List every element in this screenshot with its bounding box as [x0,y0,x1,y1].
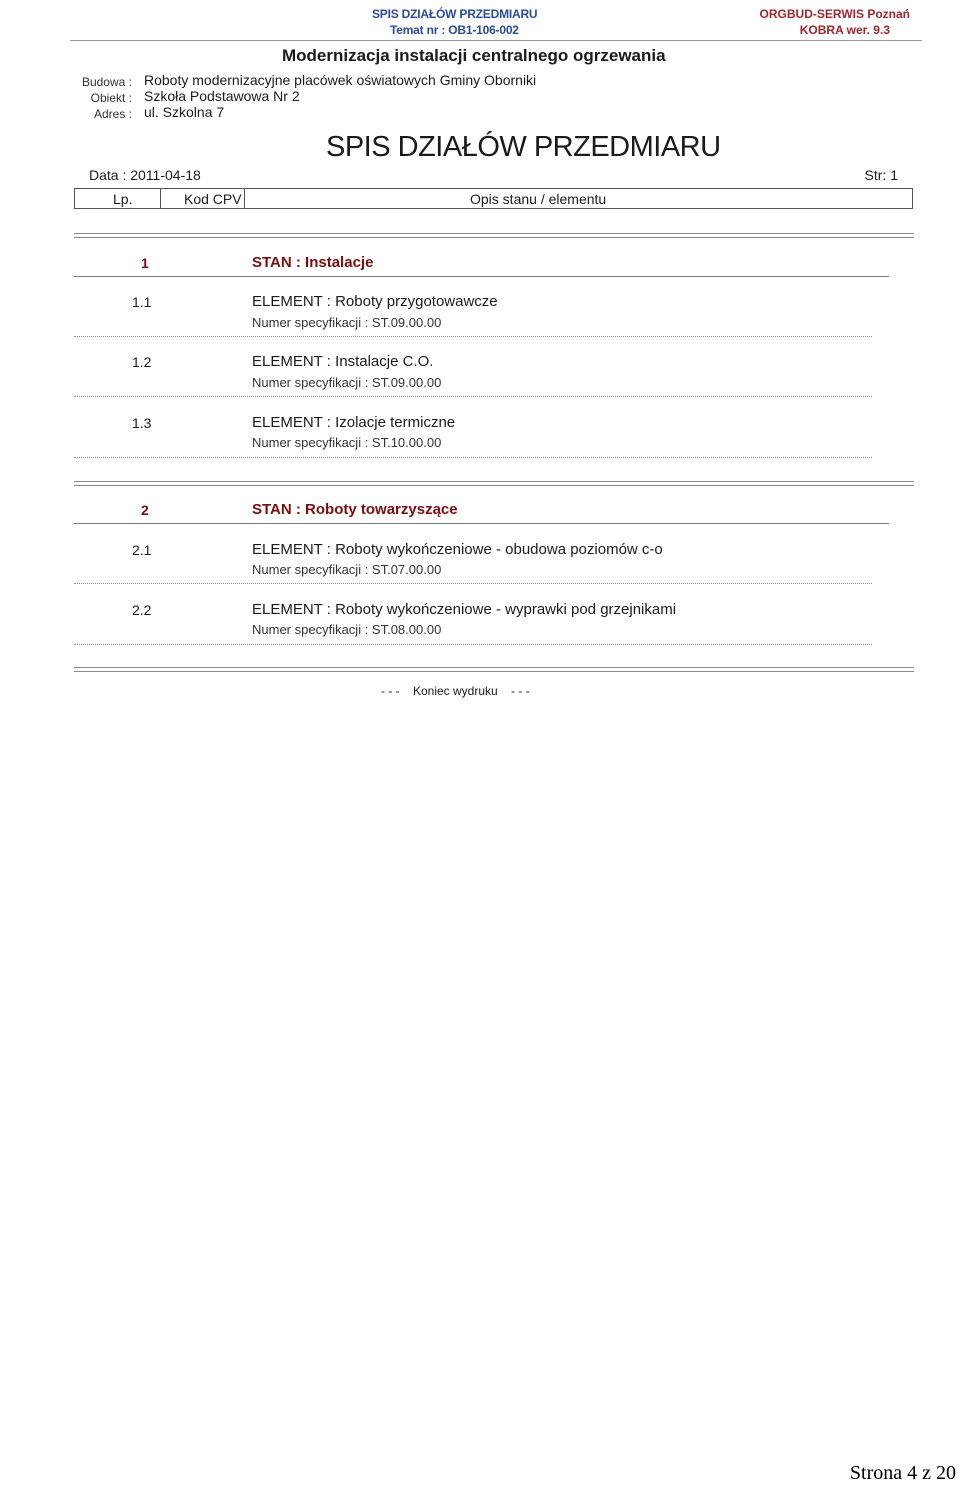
project-title: Modernizacja instalacji centralnego ogrzewania [282,46,666,65]
obiekt-label: Obiekt : [90,91,132,105]
adres-value: ul. Szkolna 7 [144,104,225,120]
element-number: 2.2 [132,602,152,618]
element-separator [74,336,872,337]
element-title: ELEMENT : Roboty przygotowawcze [252,293,498,310]
element-spec: Numer specyfikacji : ST.09.00.00 [252,315,442,330]
element-number: 2.1 [132,542,152,558]
header-software: KOBRA wer. 9.3 [799,23,890,37]
element-spec: Numer specyfikacji : ST.07.00.00 [252,562,442,577]
column-lp: Lp. [113,191,133,207]
stan-title: STAN : Instalacje [252,254,374,271]
main-title: SPIS DZIAŁÓW PRZEDMIARU [326,131,721,163]
element-separator [74,644,872,645]
element-separator [74,457,872,458]
element-spec: Numer specyfikacji : ST.09.00.00 [252,375,442,390]
header-company: ORGBUD-SERWIS Poznań [759,7,910,21]
element-title: ELEMENT : Roboty wykończeniowe - obudowa poziomów c-o [252,541,663,558]
header-temat: Temat nr : OB1-106-002 [390,23,519,37]
budowa-value: Roboty modernizacyjne placówek oświatowych Gminy Oborniki [144,72,537,88]
budowa-label: Budowa : [81,75,132,89]
footer-page-number: Strona 4 z 20 [849,1462,956,1484]
element-title: ELEMENT : Instalacje C.O. [252,353,434,370]
element-number: 1.3 [132,415,152,431]
element-number: 1.1 [132,294,152,310]
column-divider [244,189,245,208]
section-separator [74,233,914,238]
page-text: Str: 1 [864,167,898,183]
header-doc-type: SPIS DZIAŁÓW PRZEDMIARU [372,7,538,21]
element-spec: Numer specyfikacji : ST.08.00.00 [252,622,442,637]
end-separator [74,667,914,672]
element-title: ELEMENT : Roboty wykończeniowe - wyprawki pod grzejnikami [252,601,677,618]
obiekt-value: Szkoła Podstawowa Nr 2 [144,88,300,104]
section-separator [74,481,914,486]
element-separator [74,583,872,584]
stan-underline [74,523,889,524]
column-header [74,188,913,209]
end-of-print: - - - Koniec wydruku - - - [381,684,530,698]
column-kod-cpv: Kod CPV [184,191,242,207]
adres-label: Adres : [93,107,132,121]
stan-underline [74,276,889,277]
stan-title: STAN : Roboty towarzyszące [252,501,458,518]
element-number: 1.2 [132,354,152,370]
column-divider [160,189,161,208]
element-spec: Numer specyfikacji : ST.10.00.00 [252,435,442,450]
column-opis: Opis stanu / elementu [470,191,607,207]
stan-number: 2 [141,502,149,518]
element-title: ELEMENT : Izolacje termiczne [252,414,456,431]
header-rule [70,40,922,41]
stan-number: 1 [141,255,149,271]
element-separator [74,396,872,397]
date-text: Data : 2011-04-18 [89,167,201,183]
